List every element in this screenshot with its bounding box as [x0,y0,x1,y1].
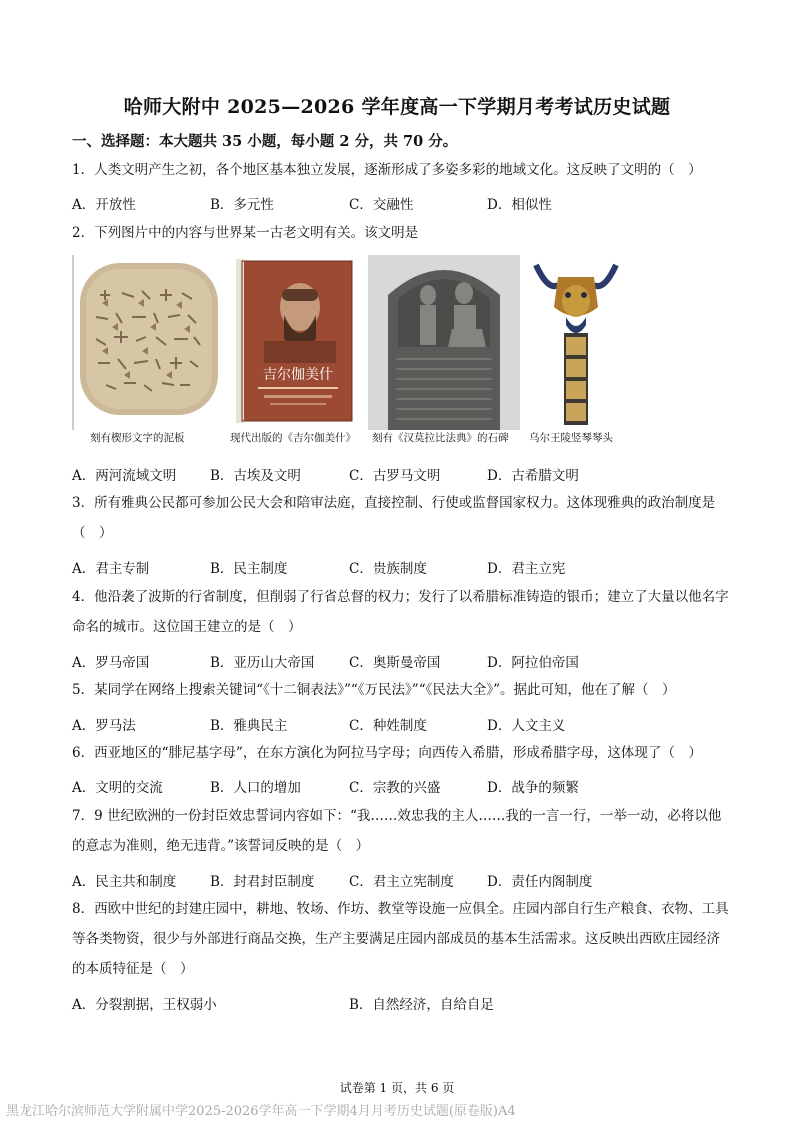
question-3-stem: 3．所有雅典公民都可参加公民大会和陪审法庭，直接控制、行使或监督国家权力。这体现雅典的政治制度是（ ） [72,495,716,541]
question-8-options [72,993,732,1013]
document-watermark: 黑龙江哈尔滨师范大学附属中学2025-2026学年高一下学期4月月考历史试题(原卷版)A4 [6,1104,516,1119]
q2-option-c: C．古罗马文明 [349,468,441,484]
q1-option-b: B．多元性 [210,197,274,213]
exam-title: 哈师大附中 2025—2026 学年度高一下学期月考考试历史试题 [123,96,671,118]
q2-option-a: A．两河流域文明 [72,468,177,484]
question-2-options [72,464,732,484]
q4-option-b: B．亚历山大帝国 [210,655,315,671]
ur-lyre-bull-head-image [528,255,624,430]
question-1-options [72,193,732,213]
question-4-stem: 4．他沿袭了波斯的行省制度，但削弱了行省总督的权力；发行了以希腊标准铸造的银币；建立了大量以他名字命名的城市。这位国王建立的是（ ） [72,589,729,635]
q1-option-d: D．相似性 [487,197,552,213]
q6-option-c: C．宗教的兴盛 [349,780,441,796]
cuneiform-tablet-image [72,255,224,430]
code-of-hammurabi-stele-image [368,255,520,430]
question-2-figures [72,255,632,450]
book-cover-title: 吉尔伽美什 [263,367,333,383]
question-7-options [72,870,732,890]
q7-option-b: B．封君封臣制度 [210,874,315,890]
question-5-options [72,714,732,734]
question-7-stem: 7．9 世纪欧洲的一份封臣效忠誓词内容如下：“我……效忠我的主人……我的一言一行，一举一动，必将以他的意志为准则，绝无违背。”该誓词反映的是（ ） [72,808,722,854]
q8-option-a: A．分裂割据，王权弱小 [72,997,217,1013]
question-5-stem: 5．某同学在网络上搜索关键词“《十二铜表法》”“《万民法》”“《民法大全》”。据此可知，他在了解（ ） [72,682,676,698]
q5-option-b: B．雅典民主 [210,718,288,734]
section-heading: 一、选择题：本大题共 35 小题，每小题 2 分，共 70 分。 [72,133,458,150]
q4-option-a: A．罗马帝国 [72,655,150,671]
q1-option-c: C．交融性 [349,197,414,213]
q6-option-a: A．文明的交流 [72,780,163,796]
q5-option-c: C．种姓制度 [349,718,427,734]
question-2-stem: 2．下列图片中的内容与世界某一古老文明有关。该文明是 [72,225,419,241]
caption-lyre-head: 乌尔王陵竖琴琴头 [529,432,613,444]
q3-option-b: B．民主制度 [210,561,288,577]
question-1-stem: 1．人类文明产生之初，各个地区基本独立发展，逐渐形成了多姿多彩的地域文化。这反映了文明的（ ） [72,162,702,178]
q5-option-a: A．罗马法 [72,718,136,734]
question-4-options [72,651,732,671]
q4-option-d: D．阿拉伯帝国 [487,655,579,671]
q4-option-c: C．奥斯曼帝国 [349,655,441,671]
caption-hammurabi-stele: 刻有《汉莫拉比法典》的石碑 [372,432,509,444]
q8-option-b: B．自然经济，自给自足 [349,997,494,1013]
q7-option-d: D．责任内阁制度 [487,874,593,890]
q3-option-c: C．贵族制度 [349,561,427,577]
q7-option-a: A．民主共和制度 [72,874,177,890]
q7-option-c: C．君主立宪制度 [349,874,454,890]
gilgamesh-book-image [234,255,356,430]
q1-option-a: A．开放性 [72,197,136,213]
q2-option-d: D．古希腊文明 [487,468,579,484]
q6-option-b: B．人口的增加 [210,780,301,796]
q3-option-a: A．君主专制 [72,561,150,577]
question-3-options [72,557,732,577]
caption-clay-tablet: 刻有楔形文字的泥板 [90,432,185,444]
q5-option-d: D．人文主义 [487,718,566,734]
q3-option-d: D．君主立宪 [487,561,566,577]
q2-option-b: B．古埃及文明 [210,468,301,484]
page-footer: 试卷第 1 页，共 6 页 [339,1081,455,1095]
question-6-options [72,776,732,796]
q6-option-d: D．战争的频繁 [487,780,579,796]
caption-gilgamesh-book: 现代出版的《吉尔伽美什》 [230,432,356,444]
question-6-stem: 6．西亚地区的“腓尼基字母”，在东方演化为阿拉马字母；向西传入希腊，形成希腊字母，这体现了（ ） [72,745,702,761]
question-8-stem: 8．西欧中世纪的封建庄园中，耕地、牧场、作坊、教堂等设施一应俱全。庄园内部自行生产粮食、衣物、工具等各类物资，很少与外部进行商品交换，生产主要满足庄园内部成员的基本生活需求。这反映出西欧庄园经济的本质特征是（ ） [72,901,729,977]
